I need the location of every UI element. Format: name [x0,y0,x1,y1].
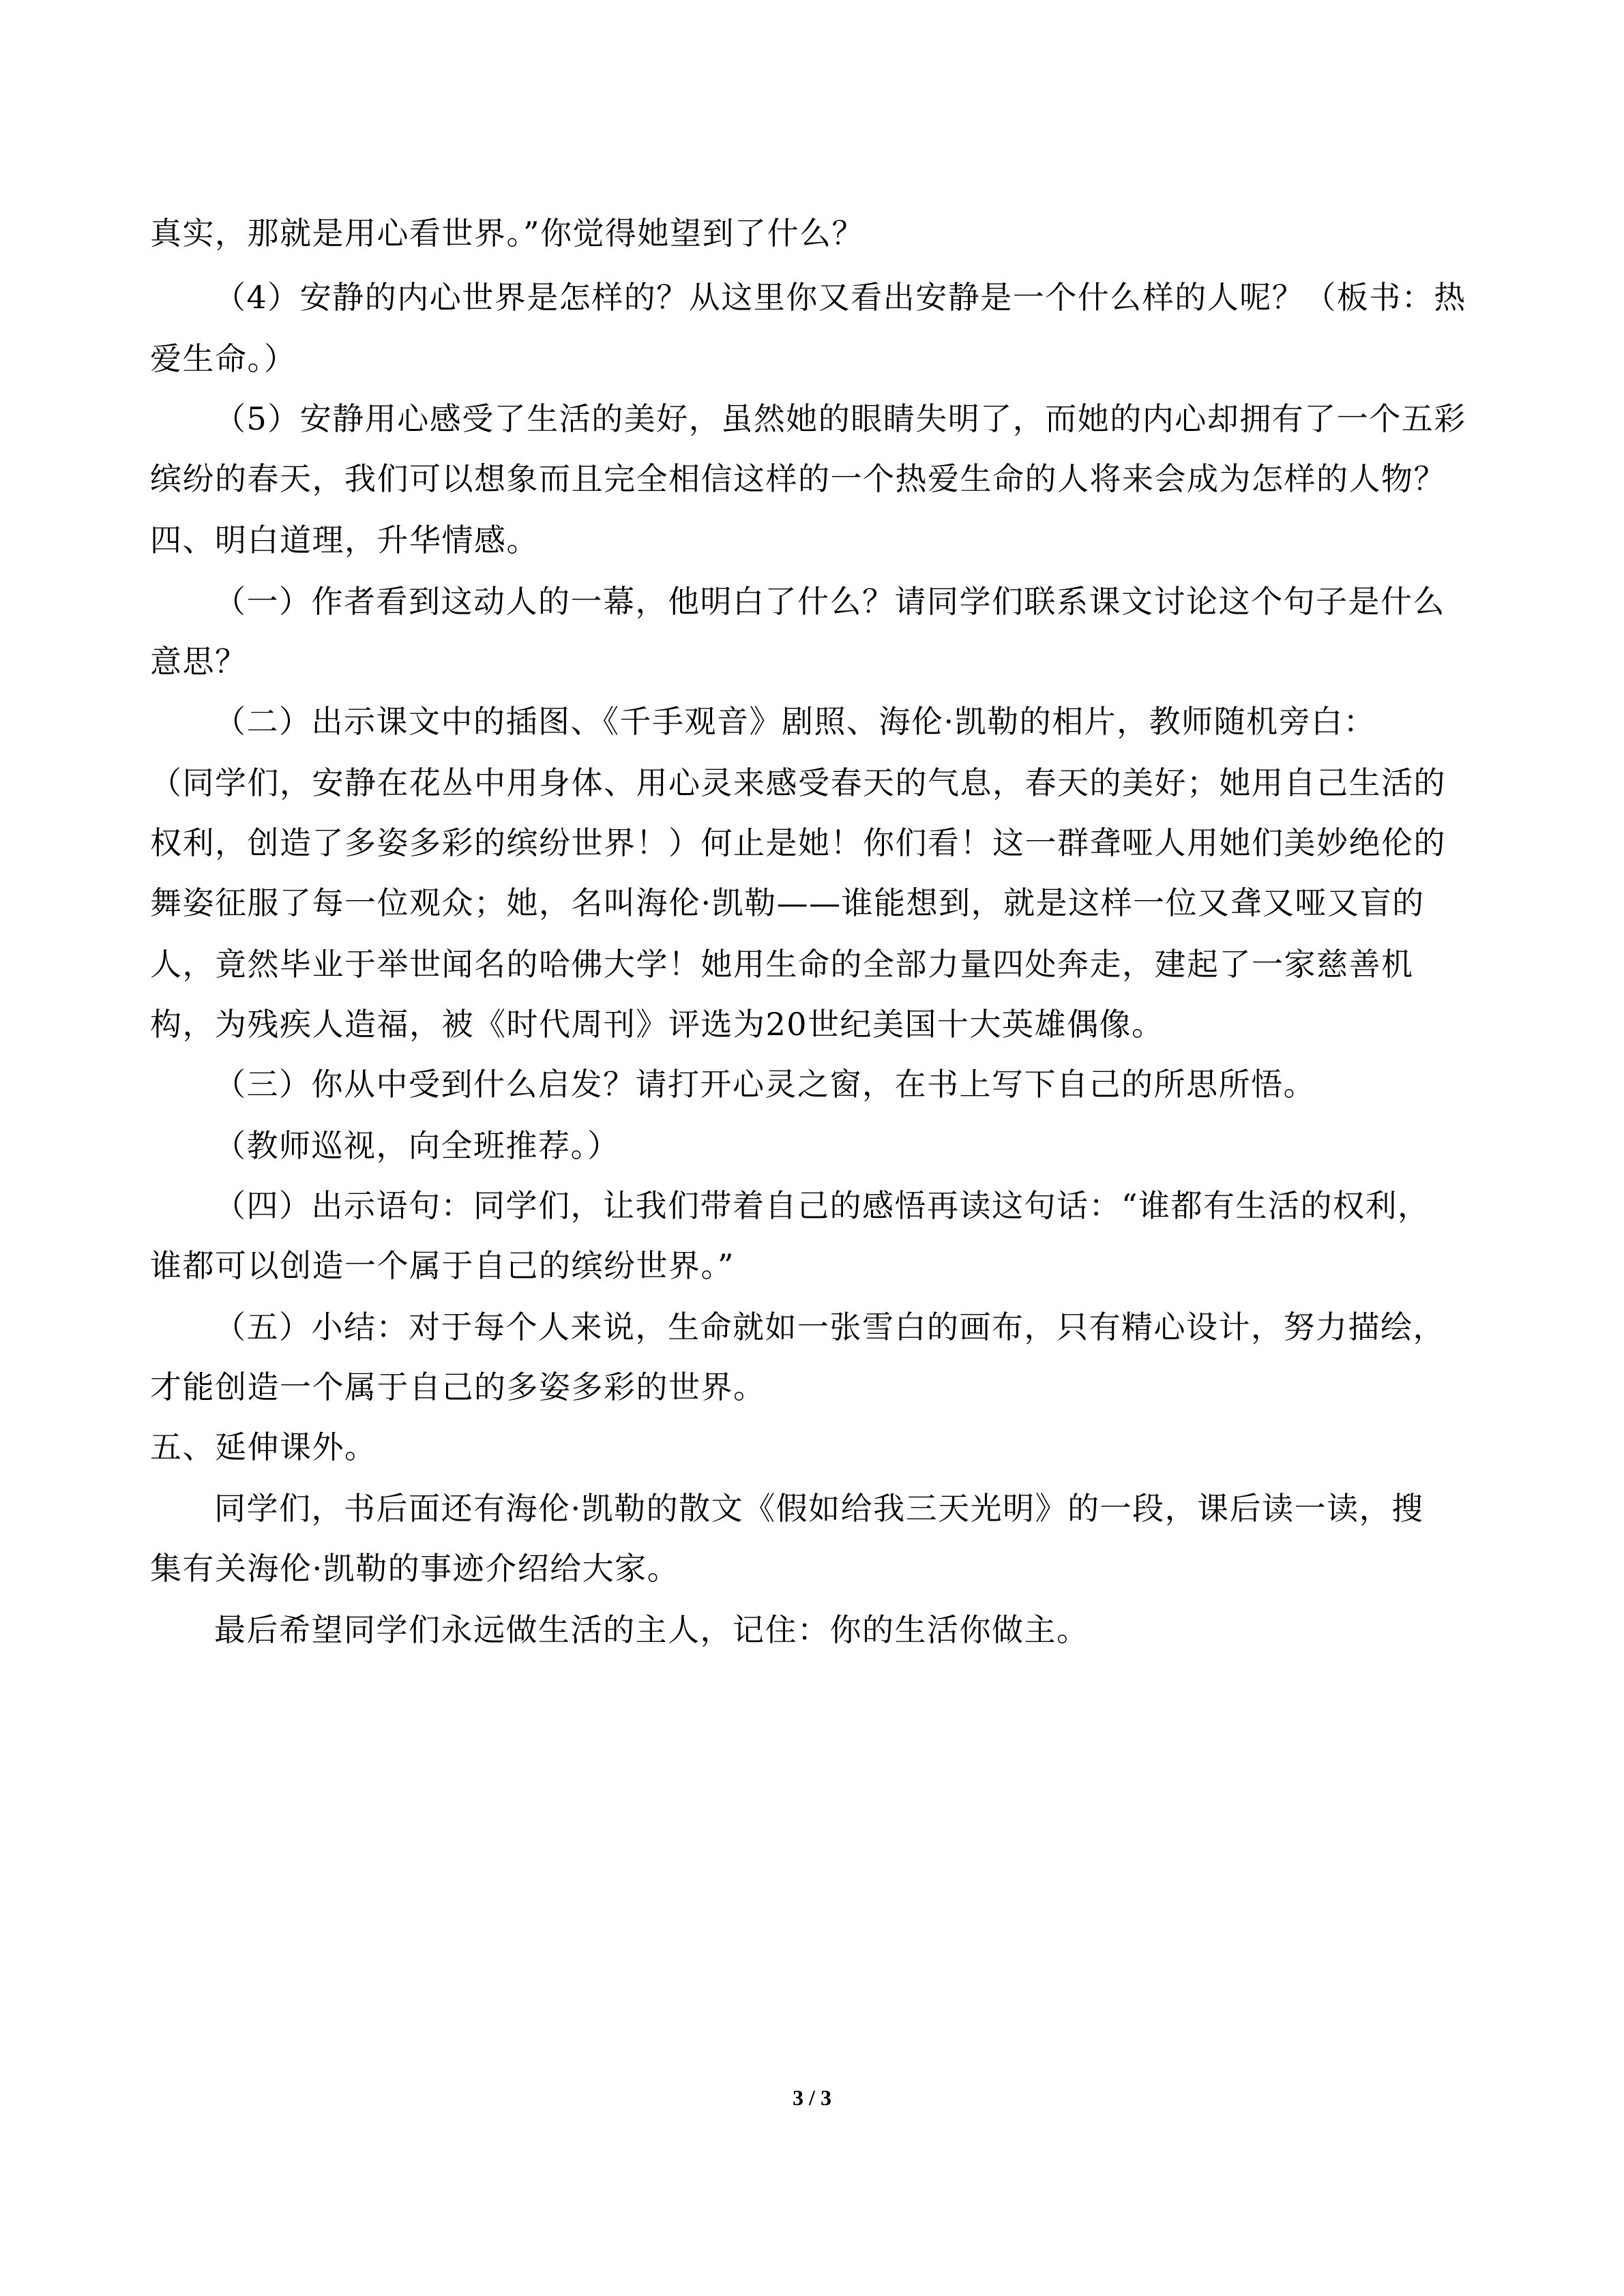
text-line: （教师巡视，向全班推荐。） [214,1127,620,1164]
text-line: 构，为残疾人造福，被《时代周刊》评选为20世纪美国十大英雄偶像。 [150,1006,1164,1043]
text-line: 谁都可以创造一个属于自己的缤纷世界。” [150,1247,735,1284]
text-line: （一）作者看到这动人的一幕，他明白了什么？请同学们联系课文讨论这个句子是什么 [214,583,1445,620]
text-line: 同学们，书后面还有海伦·凯勒的散文《假如给我三天光明》的一段，课后读一读，搜 [214,1490,1424,1527]
text-line: （三）你从中受到什么启发？请打开心灵之窗，在书上写下自己的所思所悟。 [214,1066,1316,1103]
text-line: （5）安静用心感受了生活的美好，虽然她的眼睛失明了，而她的内心却拥有了一个五彩 [214,400,1466,437]
text-line: 爱生命。） [150,340,297,377]
text-line: 最后希望同学们永远做生活的主人，记住：你的生活你做主。 [214,1611,1089,1648]
text-line: （四）出示语句：同学们，让我们带着自己的感悟再读这句话：“谁都有生活的权利， [214,1187,1430,1224]
text-line: 人，竟然毕业于举世闻名的哈佛大学！她用生命的全部力量四处奔走，建起了一家慈善机 [150,946,1414,983]
text-line: 缤纷的春天，我们可以想象而且完全相信这样的一个热爱生命的人将来会成为怎样的人物？ [150,460,1446,497]
text-line: （同学们，安静在花丛中用身体、用心灵来感受春天的气息，春天的美好；她用自己生活的 [150,764,1446,801]
text-line: 舞姿征服了每一位观众；她，名叫海伦·凯勒——谁能想到，就是这样一位又聋又哑又盲的 [150,884,1425,921]
text-line: （五）小结：对于每个人来说，生命就如一张雪白的画布，只有精心设计，努力描绘， [214,1309,1445,1345]
text-line: （4）安静的内心世界是怎样的？从这里你又看出安静是一个什么样的人呢？（板书：热 [214,279,1466,316]
text-line: 真实，那就是用心看世界。”你觉得她望到了什么？ [150,215,865,252]
text-line: 意思？ [150,643,248,680]
section-heading: 四、明白道理，升华情感。 [150,522,539,558]
text-line: 才能创造一个属于自己的多姿多彩的世界。 [150,1369,766,1405]
text-line: 权利，创造了多姿多彩的缤纷世界！）何止是她！你们看！这一群聋哑人用她们美妙绝伦的 [150,824,1446,861]
text-line: （二）出示课文中的插图、《千手观音》剧照、海伦·凯勒的相片，教师随机旁白： [214,703,1376,740]
page-number: 3 / 3 [793,2085,831,2110]
section-heading: 五、延伸课外。 [150,1429,377,1465]
text-line: 集有关海伦·凯勒的事迹介绍给大家。 [150,1550,680,1587]
